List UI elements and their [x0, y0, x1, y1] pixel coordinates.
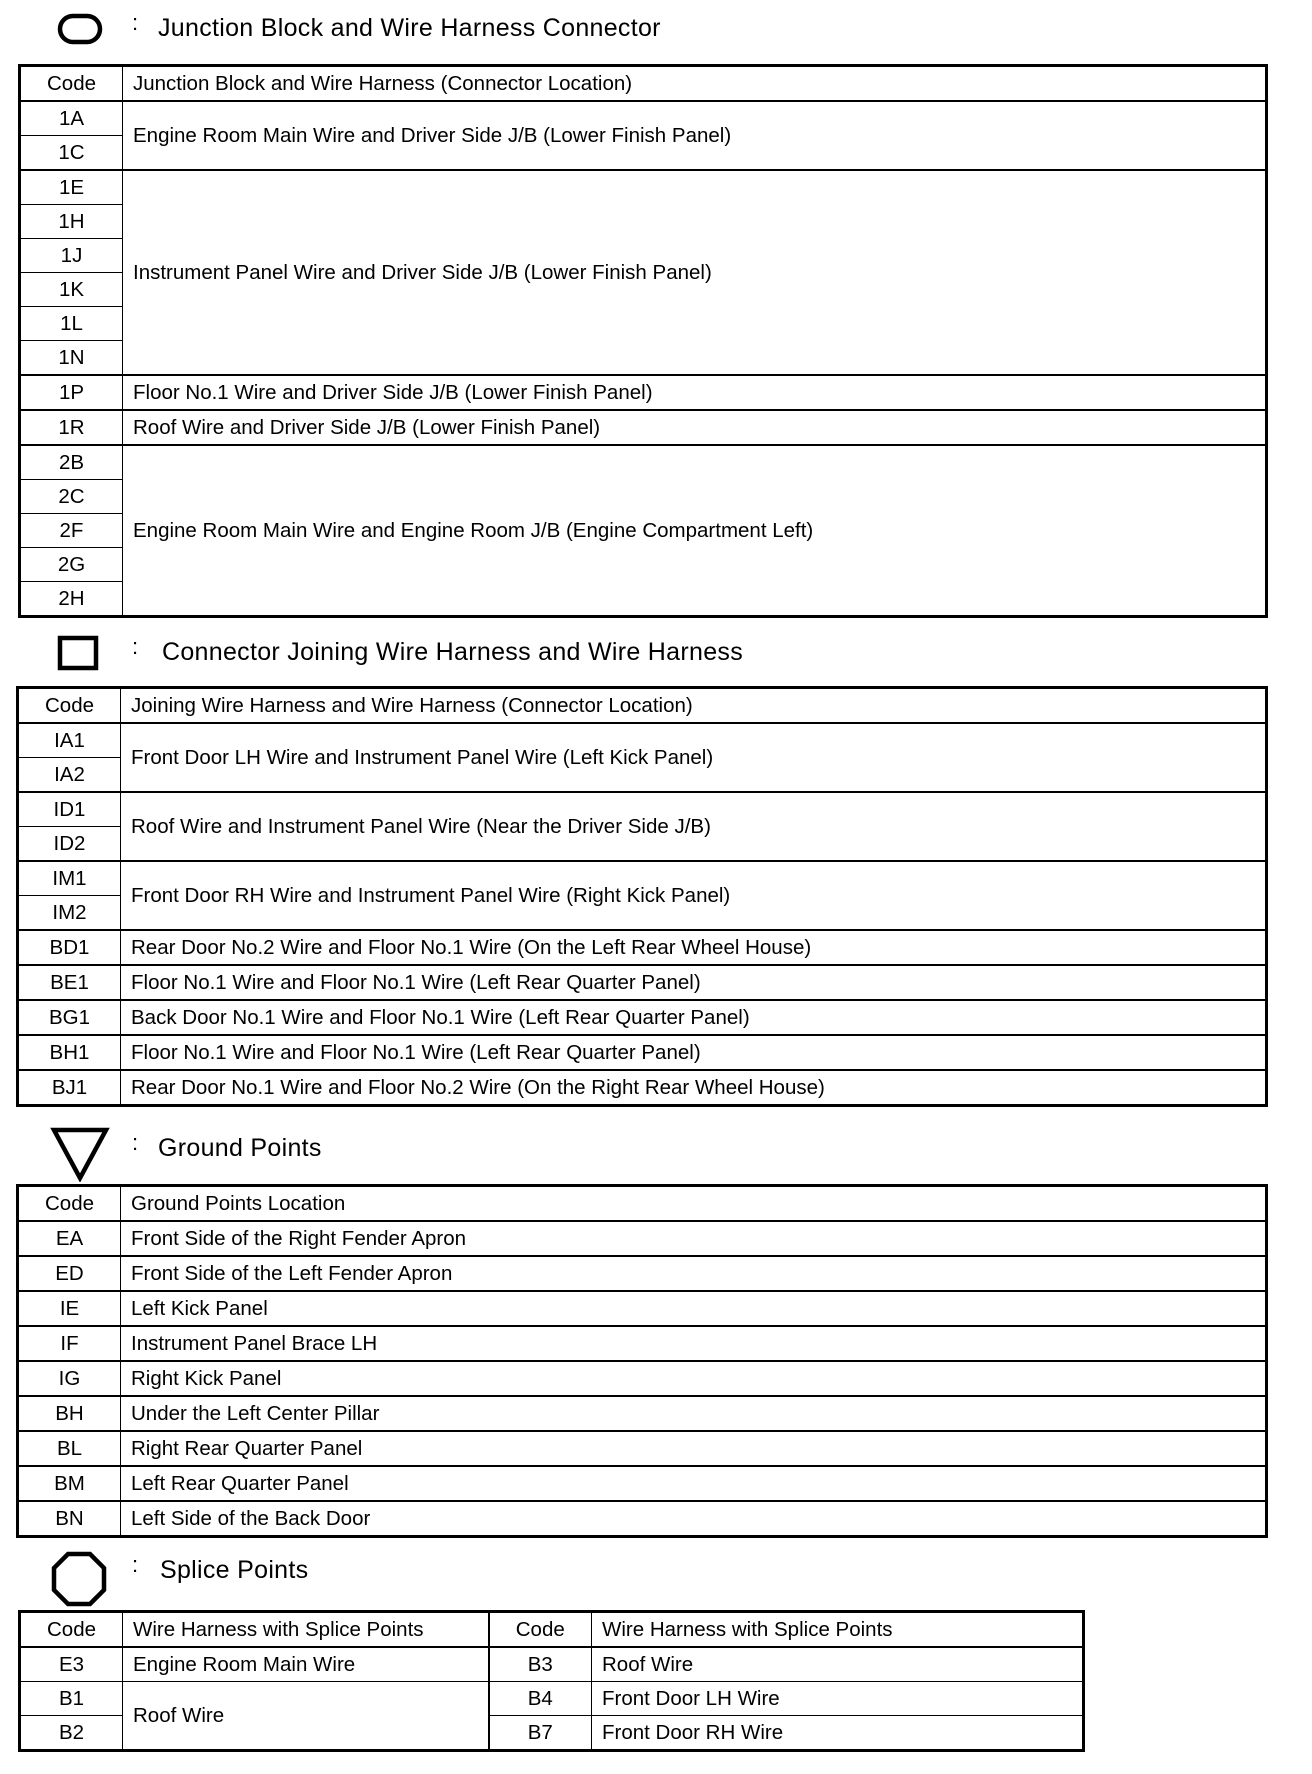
location-cell: Left Kick Panel — [121, 1291, 1267, 1326]
code-cell: EA — [18, 1221, 121, 1256]
table-row — [18, 930, 1267, 965]
code-cell: 1K — [20, 273, 123, 307]
code-cell: 2H — [20, 582, 123, 617]
splice-wire-cell: Roof Wire — [123, 1682, 489, 1751]
rounded-rectangle-icon — [48, 6, 108, 50]
code-cell: BN — [18, 1501, 121, 1537]
location-cell: Front Side of the Left Fender Apron — [121, 1256, 1267, 1291]
code-cell: 1A — [20, 101, 123, 136]
header-description-cell: Ground Points Location — [121, 1186, 1267, 1222]
splice-section-heading — [48, 1548, 448, 1592]
table-row — [20, 375, 1267, 410]
code-cell: IA2 — [18, 758, 121, 793]
header-code-cell: Code — [18, 1186, 121, 1222]
table-row — [20, 410, 1267, 445]
table-header-row — [18, 688, 1267, 724]
table-row — [18, 1035, 1267, 1070]
ground-section-heading — [48, 1126, 448, 1170]
code-cell: ID2 — [18, 827, 121, 862]
code-cell: BH — [18, 1396, 121, 1431]
junction-section-heading — [48, 6, 748, 50]
location-cell: Roof Wire and Driver Side J/B (Lower Finish Panel) — [123, 410, 1267, 445]
table-row — [18, 1291, 1267, 1326]
code-cell: IM2 — [18, 896, 121, 931]
header-code-cell: Code — [18, 688, 121, 724]
location-cell: Rear Door No.1 Wire and Floor No.2 Wire (On the Right Rear Wheel House) — [121, 1070, 1267, 1106]
splice-wire-cell: Engine Room Main Wire — [123, 1647, 489, 1682]
junction-colon: : — [132, 10, 139, 35]
table-row — [18, 861, 1267, 896]
code-cell: BE1 — [18, 965, 121, 1000]
table-row — [18, 1000, 1267, 1035]
table-row — [18, 792, 1267, 827]
header-description-cell: Wire Harness with Splice Points — [123, 1612, 489, 1648]
table-row — [18, 1466, 1267, 1501]
location-cell: Engine Room Main Wire and Engine Room J/B (Engine Compartment Left) — [123, 445, 1267, 617]
table-row — [18, 1221, 1267, 1256]
location-cell: Floor No.1 Wire and Driver Side J/B (Lower Finish Panel) — [123, 375, 1267, 410]
location-cell: Roof Wire and Instrument Panel Wire (Near the Driver Side J/B) — [121, 792, 1267, 861]
code-cell: ED — [18, 1256, 121, 1291]
table-row — [18, 723, 1267, 758]
header-code-cell: Code — [20, 66, 123, 102]
code-cell: E3 — [20, 1647, 123, 1682]
code-cell: IG — [18, 1361, 121, 1396]
table-header-row — [20, 1612, 1084, 1648]
code-cell: 2F — [20, 514, 123, 548]
code-cell: 1R — [20, 410, 123, 445]
code-cell: BM — [18, 1466, 121, 1501]
table-header-row — [20, 66, 1267, 102]
table-row — [20, 1682, 1084, 1716]
table-row — [20, 1647, 1084, 1682]
splice-colon: : — [132, 1552, 139, 1577]
code-cell: IF — [18, 1326, 121, 1361]
joining-colon: : — [132, 634, 139, 659]
splice-title: Splice Points — [160, 1556, 309, 1584]
table-row — [18, 1256, 1267, 1291]
table-row — [18, 1396, 1267, 1431]
location-cell: Floor No.1 Wire and Floor No.1 Wire (Left Rear Quarter Panel) — [121, 965, 1267, 1000]
code-cell: 1P — [20, 375, 123, 410]
location-cell: Left Side of the Back Door — [121, 1501, 1267, 1537]
header-code-cell-right: Code — [489, 1612, 592, 1648]
junction-title: Junction Block and Wire Harness Connector — [158, 14, 661, 42]
splice-wire-cell-right: Roof Wire — [592, 1647, 1084, 1682]
code-cell: IA1 — [18, 723, 121, 758]
table-row — [20, 170, 1267, 205]
location-cell: Left Rear Quarter Panel — [121, 1466, 1267, 1501]
location-cell: Right Rear Quarter Panel — [121, 1431, 1267, 1466]
table-header-row — [18, 1186, 1267, 1222]
header-description-cell: Joining Wire Harness and Wire Harness (Connector Location) — [121, 688, 1267, 724]
code-cell: BJ1 — [18, 1070, 121, 1106]
code-cell: BH1 — [18, 1035, 121, 1070]
code-cell: 1H — [20, 205, 123, 239]
location-cell: Front Door RH Wire and Instrument Panel Wire (Right Kick Panel) — [121, 861, 1267, 930]
code-cell: IE — [18, 1291, 121, 1326]
code-cell: ID1 — [18, 792, 121, 827]
location-cell: Instrument Panel Brace LH — [121, 1326, 1267, 1361]
joining-section-heading — [48, 630, 798, 674]
table-row — [18, 1431, 1267, 1466]
code-cell: 2G — [20, 548, 123, 582]
table-row — [20, 101, 1267, 136]
header-description-cell: Junction Block and Wire Harness (Connector Location) — [123, 66, 1267, 102]
joining-title: Connector Joining Wire Harness and Wire Harness — [162, 638, 743, 666]
splice-wire-cell-right: Front Door LH Wire — [592, 1682, 1084, 1716]
code-cell: 1E — [20, 170, 123, 205]
location-cell: Rear Door No.2 Wire and Floor No.1 Wire (On the Left Rear Wheel House) — [121, 930, 1267, 965]
table-row — [18, 1326, 1267, 1361]
location-cell: Back Door No.1 Wire and Floor No.1 Wire (Left Rear Quarter Panel) — [121, 1000, 1267, 1035]
ground-colon: : — [132, 1130, 139, 1155]
code-cell: BD1 — [18, 930, 121, 965]
table-row — [20, 445, 1267, 480]
code-cell: B2 — [20, 1716, 123, 1751]
code-cell: IM1 — [18, 861, 121, 896]
ground-table — [16, 1184, 1268, 1538]
code-cell: BL — [18, 1431, 121, 1466]
code-cell: 1L — [20, 307, 123, 341]
table-row — [18, 1070, 1267, 1106]
code-cell: 1C — [20, 136, 123, 171]
table-row — [18, 1361, 1267, 1396]
octagon-icon — [48, 1548, 112, 1612]
table-row — [18, 1501, 1267, 1537]
code-cell: 2C — [20, 480, 123, 514]
table-row — [18, 965, 1267, 1000]
triangle-down-icon — [48, 1126, 112, 1182]
splice-table — [18, 1610, 1085, 1752]
code-cell: 1N — [20, 341, 123, 376]
location-cell: Engine Room Main Wire and Driver Side J/B (Lower Finish Panel) — [123, 101, 1267, 170]
location-cell: Front Door LH Wire and Instrument Panel Wire (Left Kick Panel) — [121, 723, 1267, 792]
code-cell: BG1 — [18, 1000, 121, 1035]
location-cell: Right Kick Panel — [121, 1361, 1267, 1396]
header-description-cell-right: Wire Harness with Splice Points — [592, 1612, 1084, 1648]
code-cell-right: B7 — [489, 1716, 592, 1751]
code-cell: 1J — [20, 239, 123, 273]
code-cell-right: B4 — [489, 1682, 592, 1716]
square-icon — [48, 630, 108, 674]
splice-wire-cell-right: Front Door RH Wire — [592, 1716, 1084, 1751]
code-cell: 2B — [20, 445, 123, 480]
header-code-cell: Code — [20, 1612, 123, 1648]
location-cell: Under the Left Center Pillar — [121, 1396, 1267, 1431]
ground-title: Ground Points — [158, 1134, 322, 1162]
location-cell: Front Side of the Right Fender Apron — [121, 1221, 1267, 1256]
junction-table — [18, 64, 1268, 618]
code-cell: B1 — [20, 1682, 123, 1716]
location-cell: Instrument Panel Wire and Driver Side J/B (Lower Finish Panel) — [123, 170, 1267, 375]
location-cell: Floor No.1 Wire and Floor No.1 Wire (Left Rear Quarter Panel) — [121, 1035, 1267, 1070]
joining-table — [16, 686, 1268, 1107]
code-cell-right: B3 — [489, 1647, 592, 1682]
